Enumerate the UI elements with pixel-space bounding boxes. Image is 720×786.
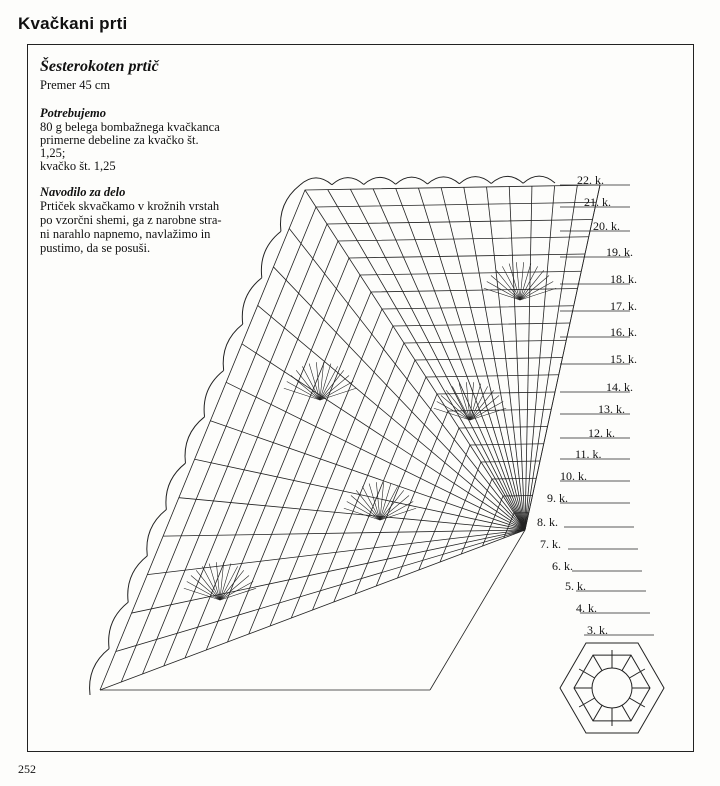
scallop — [223, 324, 243, 370]
materials-line: kvačko št. 1,25 — [40, 159, 116, 173]
scallop — [332, 178, 364, 185]
row-label: 3. k. — [587, 623, 608, 637]
spoke-line — [132, 530, 525, 613]
materials-line: 80 g belega bombažnega kvačkanca — [40, 120, 220, 134]
row-label: 12. k. — [588, 426, 615, 440]
fan-stitch — [446, 390, 470, 420]
row-label: 4. k. — [576, 601, 597, 615]
scallop — [147, 510, 167, 556]
spoke-line — [441, 188, 525, 530]
spoke-line — [163, 530, 525, 536]
materials-heading: Potrebujemo — [40, 106, 106, 120]
center-stitch — [593, 705, 602, 721]
row-label: 7. k. — [540, 537, 561, 551]
instructions-heading: Navodilo za delo — [40, 185, 126, 199]
row-label: 5. k. — [565, 579, 586, 593]
center-ring — [592, 668, 632, 708]
row-label: 9. k. — [547, 491, 568, 505]
fan-stitch — [220, 570, 244, 600]
fan-stitch — [491, 275, 520, 300]
scallop-edge — [90, 176, 555, 695]
spoke-line — [147, 530, 525, 575]
spoke-line — [328, 190, 525, 530]
fan-stitch — [191, 575, 220, 600]
round-line — [164, 237, 589, 666]
fan-stitch — [291, 375, 320, 400]
round-line — [121, 202, 596, 682]
spoke-line — [289, 228, 525, 530]
row-label: 17. k. — [610, 299, 637, 313]
round-line — [100, 185, 600, 690]
scallop — [364, 177, 396, 184]
row-label: 21. k. — [584, 195, 611, 209]
spoke-line — [242, 344, 525, 530]
center-stitch — [629, 669, 645, 678]
instructions-line: po vzorčni shemi, ga z narobne stra- — [40, 213, 222, 227]
scallop — [523, 176, 555, 183]
scallop — [109, 602, 129, 648]
fan-stitch — [520, 275, 549, 300]
mesh-grid — [100, 185, 600, 690]
pattern-title: Šesterokoten prtič — [40, 58, 159, 75]
scallop — [185, 417, 205, 463]
row-label: 16. k. — [610, 325, 637, 339]
round-line — [206, 271, 581, 650]
fan-stitch — [380, 490, 404, 520]
fan-stitch — [520, 270, 544, 300]
round-line — [143, 220, 593, 675]
center-stitch — [622, 705, 631, 721]
fan-stitch — [320, 375, 349, 400]
page-header: Kvačkani prti — [18, 14, 128, 33]
center-stitch — [629, 698, 645, 707]
scallop — [261, 231, 281, 277]
scallop — [128, 556, 148, 602]
scallop — [491, 176, 523, 183]
round-line — [249, 306, 574, 634]
center-hexagon — [560, 643, 664, 733]
row-label: 18. k. — [610, 272, 637, 286]
scallop — [300, 178, 332, 185]
spoke-line — [100, 530, 525, 690]
fan-stitch — [220, 575, 249, 600]
page-number: 252 — [18, 762, 36, 776]
row-label: 13. k. — [598, 402, 625, 416]
spoke-line — [373, 189, 525, 530]
fan-stitch — [496, 270, 520, 300]
row-label: 22. k. — [577, 173, 604, 187]
center-stitch — [622, 655, 631, 671]
instructions-line: Prtiček skvačkamo v krožnih vrstah — [40, 199, 220, 213]
center-stitch — [579, 669, 595, 678]
round-line — [228, 289, 578, 643]
row-label: 20. k. — [593, 219, 620, 233]
row-label: 10. k. — [560, 469, 587, 483]
round-line — [185, 254, 585, 658]
instructions-line: ni narahlo napnemo, navlažimo in — [40, 227, 211, 241]
scallop — [242, 278, 262, 324]
scallop — [204, 370, 224, 416]
row-label: 19. k. — [606, 245, 633, 259]
center-stitch — [579, 698, 595, 707]
materials-line: primerne debeline za kvačko št. — [40, 133, 199, 147]
fan-stitch — [196, 570, 220, 600]
scallop — [459, 177, 491, 184]
fan-stitch — [296, 370, 320, 400]
scallop — [166, 463, 186, 509]
materials-line: 1,25; — [40, 146, 66, 160]
scallop — [280, 185, 300, 231]
pattern-diameter: Premer 45 cm — [40, 78, 111, 92]
spoke-line — [305, 190, 525, 530]
row-label: 6. k. — [552, 559, 573, 573]
spoke-line — [179, 498, 525, 530]
row-label: 14. k. — [606, 380, 633, 394]
scallop — [428, 177, 460, 184]
fan-stitch — [320, 370, 344, 400]
spoke-line — [418, 188, 525, 530]
fan-stitch — [441, 395, 470, 420]
instructions-line: pustimo, da se posuši. — [40, 241, 151, 255]
row-label: 8. k. — [537, 515, 558, 529]
row-label: 15. k. — [610, 352, 637, 366]
center-stitch — [593, 655, 602, 671]
row-label: 11. k. — [575, 447, 602, 461]
scallop — [396, 177, 428, 184]
